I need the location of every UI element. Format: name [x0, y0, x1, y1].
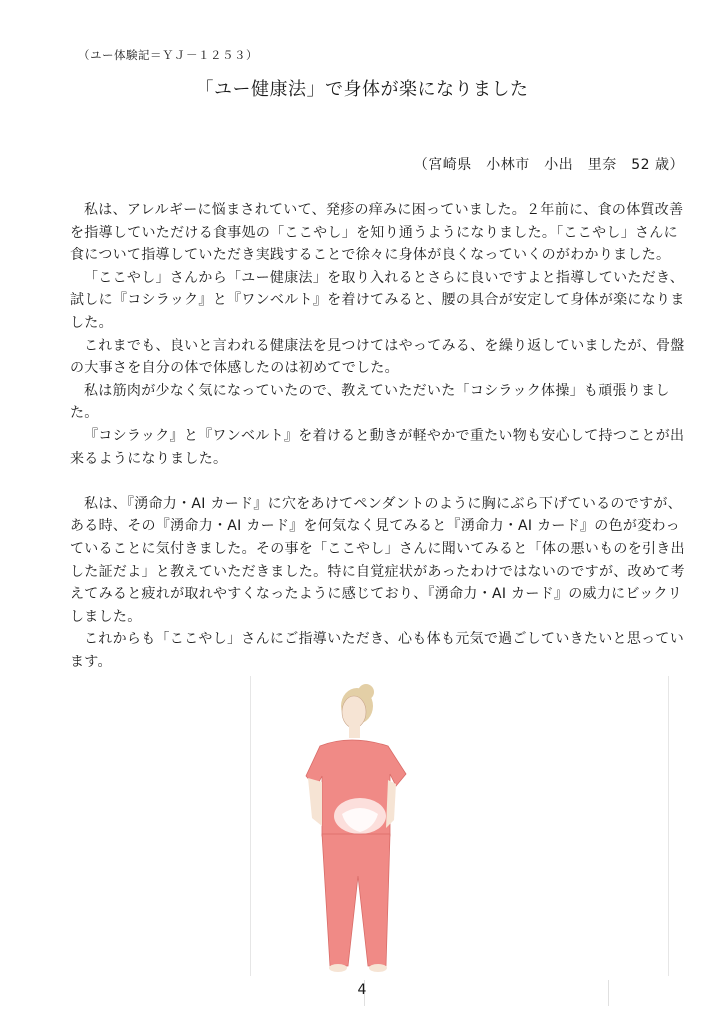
paragraph: 私は、『湧命力・AI カード』に穴をあけてペンダントのように胸にぶら下げているのですが、ある時、その『湧命力・AI カード』を何気なく見てみると『湧命力・AI カード』の色が変わっていることに気付きました。その事を「ここやし」さんに聞いてみると「体の悪いものを引き出した証だよ」と教えていただきました。特に自覚症状があったわけではないのですが、改めて考えてみると疲れが取れやすくなったように感じており、『湧命力・AI カード』の威力にビックリしました。 [70, 495, 685, 625]
body-text [70, 199, 690, 673]
woman-pelvis-illustration [250, 676, 670, 976]
paragraph: 「ここやし」さんから「ユー健康法」を取り入れるとさらに良いですよと指導していただき、試しに『コシラック』と『ワンベルト』を着けてみると、腰の具合が安定して身体が楽になりました。 [70, 269, 685, 331]
author-line: （宮崎県 小林市 小出 里奈 52 歳） [413, 157, 684, 173]
page-title: 「ユー健康法」で身体が楽になりました [195, 79, 529, 100]
paragraph: これからも「ここやし」さんにご指導いただき、心も体も元気で過ごしていきたいと思っています。 [70, 631, 685, 670]
paragraph: 『コシラック』と『ワンベルト』を着けると動きが軽やかで重たい物も安心して持つことが出来るようになりました。 [70, 427, 685, 467]
paragraph: 私は、アレルギーに悩まされていて、発疹の痒みに困っていました。２年前に、食の体質改善を指導していただける食事処の「ここやし」を知り通うようになりました。「ここやし」さんに食について指導していただき実践することで徐々に身体が良くなっていくのがわかりました。 [70, 202, 684, 264]
illustration [250, 676, 670, 976]
paragraph: これまでも、良いと言われる健康法を見つけてはやってみる、を繰り返していましたが、骨盤の大事さを自分の体で体感したのは初めてでした。 [70, 337, 685, 377]
page-number: 4 [357, 982, 367, 998]
paragraph: 私は筋肉が少なく気になっていたので、教えていただいた「コシラック体操」も頑張りました。 [70, 382, 670, 422]
document-id: （ユー体験記＝ＹＪ－１２５３） [78, 48, 258, 62]
